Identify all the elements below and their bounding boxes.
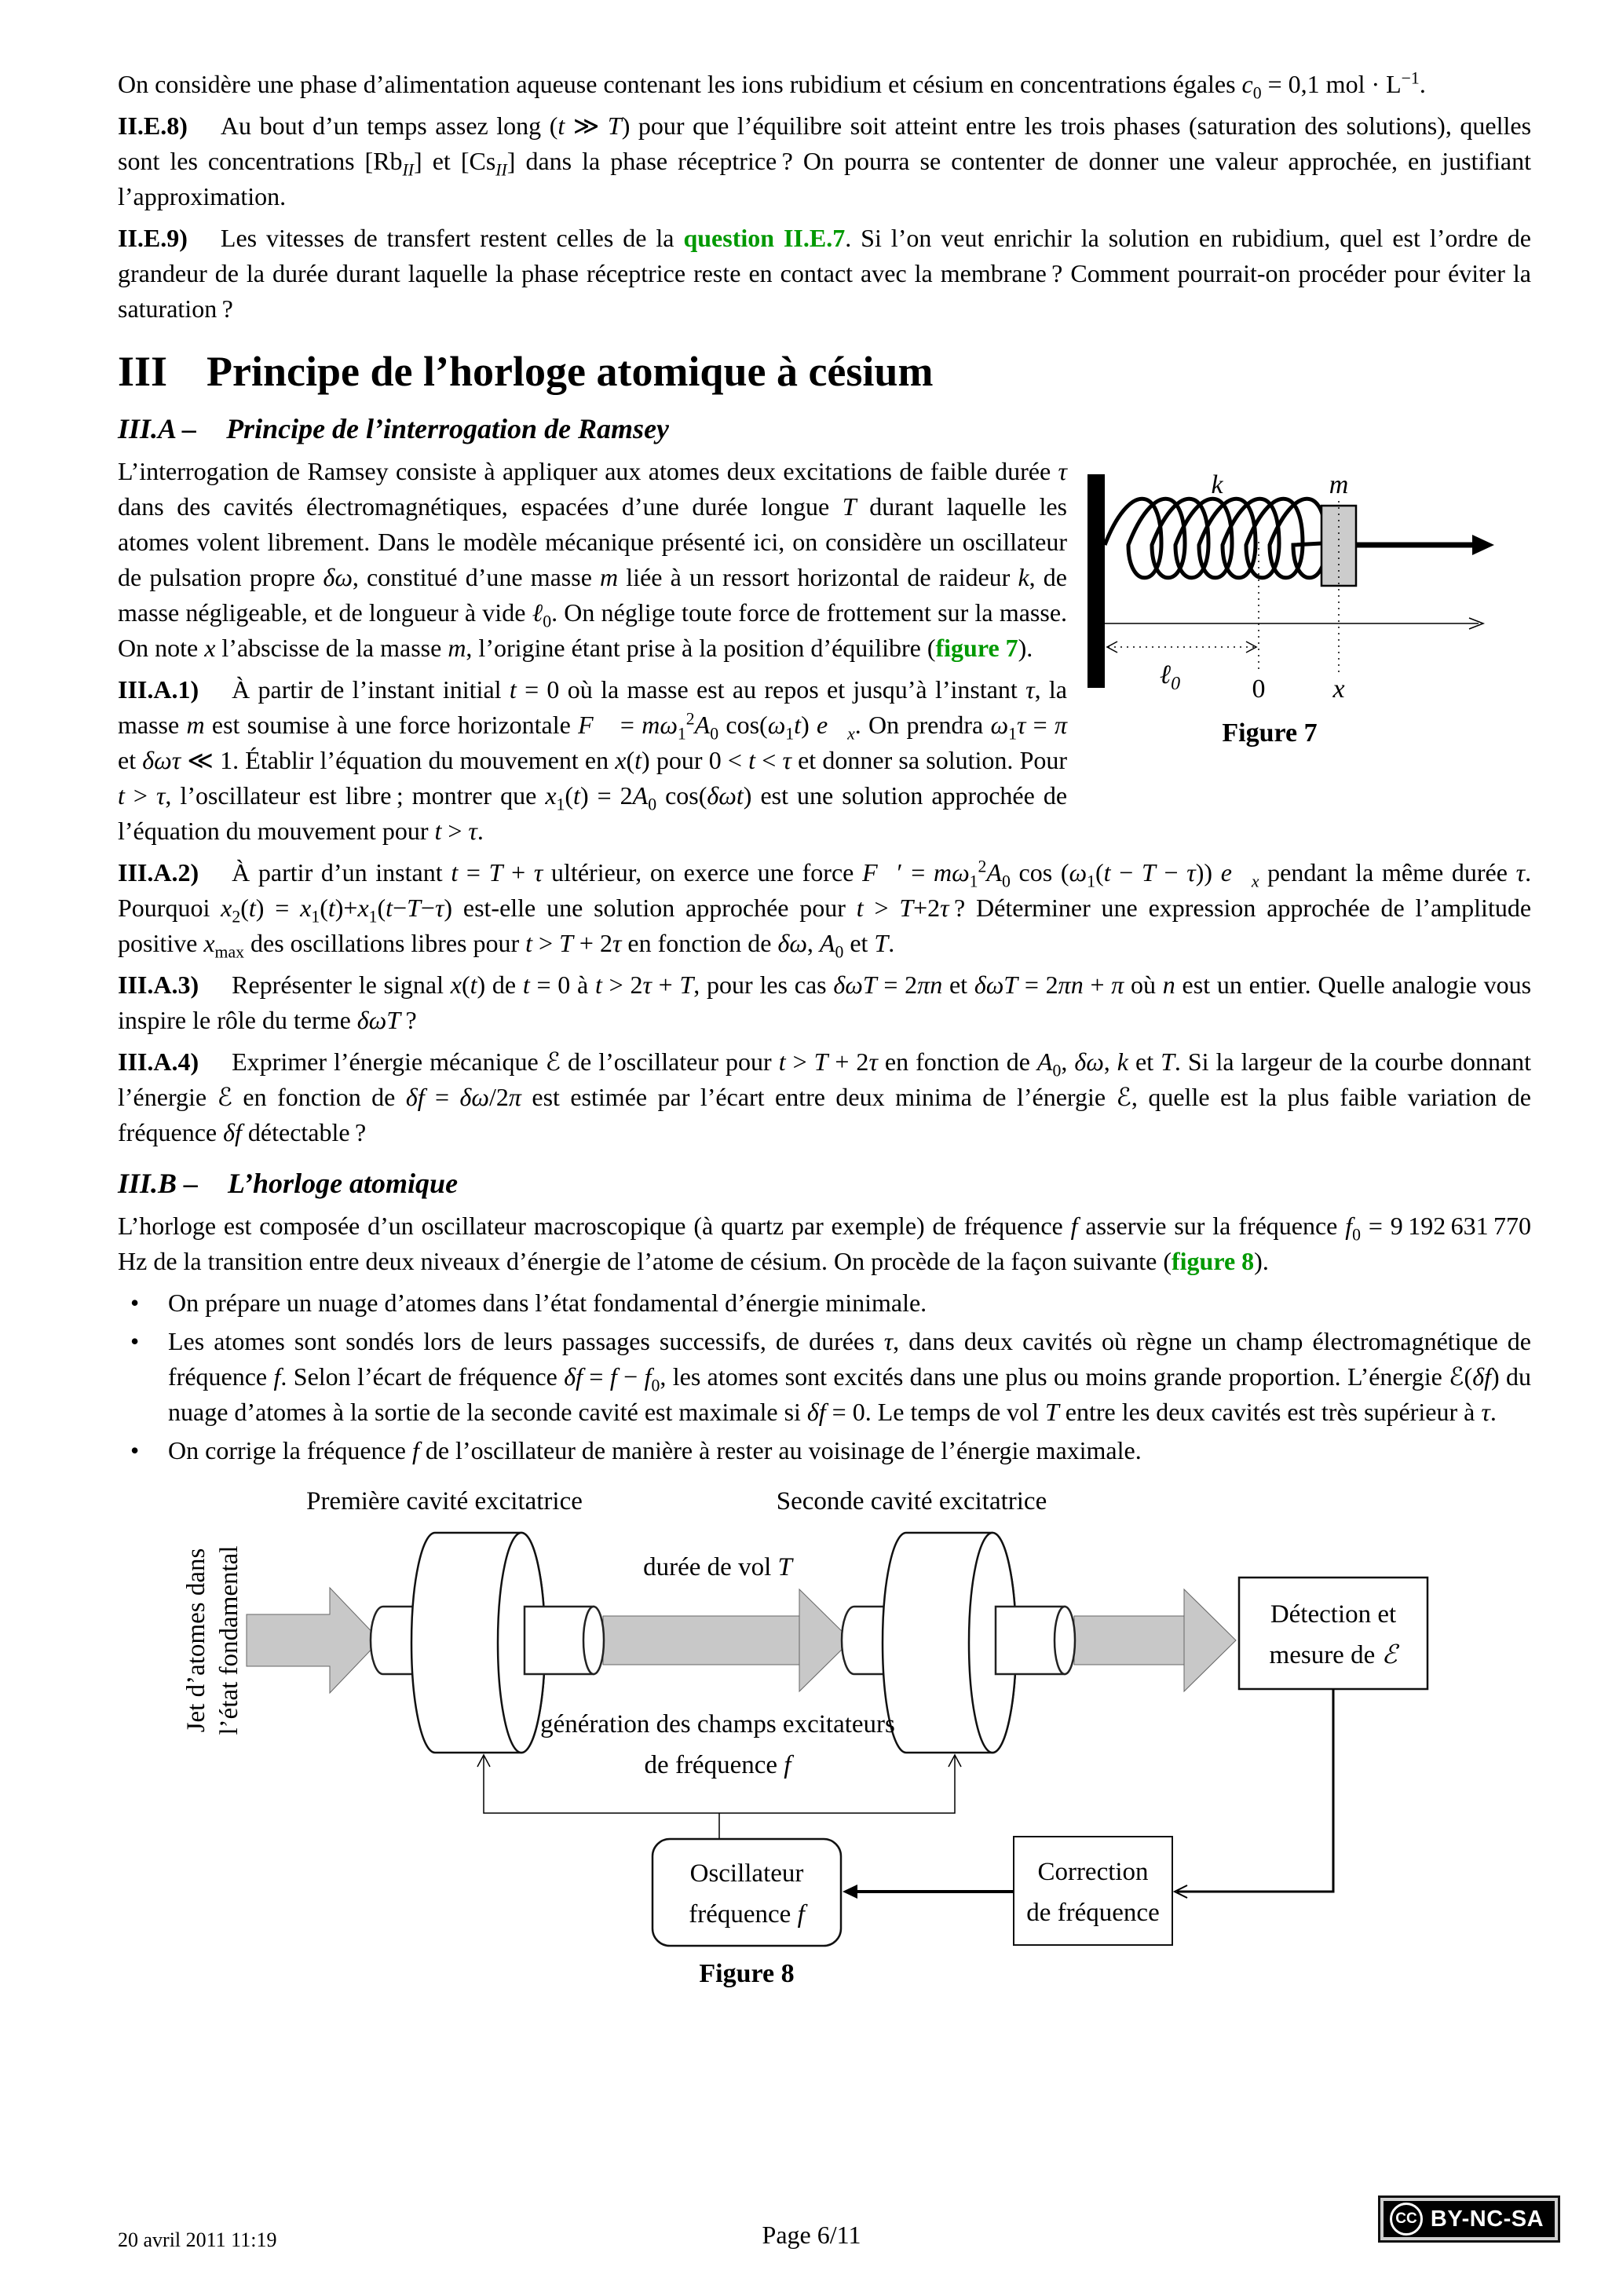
question-label-II-E-9: II.E.9) xyxy=(118,224,188,252)
figure-8-caption: Figure 8 xyxy=(699,1959,795,1988)
figure-7-diagram xyxy=(1087,459,1531,766)
second-cavity-label: Seconde cavité excitatrice xyxy=(776,1487,1047,1515)
section-number: III xyxy=(118,348,168,395)
subsection-heading-III-A xyxy=(118,411,1531,446)
subsection-label-III-B: III.B – xyxy=(118,1168,199,1199)
correction-line1: Correction xyxy=(1037,1858,1149,1886)
document-content xyxy=(118,67,1531,2001)
subsection-title-III-B: L’horloge atomique xyxy=(228,1168,459,1199)
ramsey-section xyxy=(118,454,1531,849)
subsection-label-III-A: III.A – xyxy=(118,413,197,444)
question-text-II-E-8: Au bout d’un temps assez long (t ≫ T) pour que l’équilibre soit atteint entre les trois phases (saturation des solutions), quelles sont les concentrations $[Rb_{II}]$ et $[Cs_{II}]$ dans la phase réceptrice ? On pourra se contenter de donner une valeur approchée, en justifiant l’approximation. xyxy=(118,112,1532,210)
atom-beam-shaft-mid xyxy=(603,1616,801,1665)
bullet-icon: • xyxy=(130,1327,140,1355)
ramsey-paragraph: L’interrogation de Ramsey consiste à appliquer aux atomes deux excitations de faible durée τ dans des cavités électromagnétiques, espacées d’une durée longue T durant laquelle les atomes volent librement. Dans le modèle mécanique présenté ici, on considère un oscillateur de pulsation propre δω, constitué d’une masse m liée à un ressort horizontal de raideur k, de masse négligeable, et de longueur à vide ℓ$_0$. On néglige toute force de frottement sur la masse. On note x l’abscisse de la masse m, l’origine étant prise à la position d’équilibre (figure 7). xyxy=(118,457,1068,662)
atom-beam-arrow-out xyxy=(1184,1589,1236,1691)
question-III-A-4 xyxy=(118,1044,1531,1150)
bullet-icon: • xyxy=(130,1436,140,1464)
list-item-text: On corrige la fréquence f de l’oscillateur de manière à rester au voisinage de l’énergie maximale. xyxy=(168,1436,1142,1464)
question-label-III-A-4: III.A.4) xyxy=(118,1047,199,1076)
force-arrow-head xyxy=(1472,535,1494,555)
svg-text:Jet d’atomes dans: Jet d’atomes dans xyxy=(182,1548,210,1733)
question-label-III-A-1: III.A.1) xyxy=(118,675,199,704)
atom-beam-shaft-out xyxy=(1074,1616,1186,1665)
question-text-III-A-3: Représenter le signal x(t) de t = 0 à t > 2τ + T, pour les cas δωT = 2πn et δωT = 2πn + π où n est un entier. Quelle analogie vous inspire le rôle du terme δωT ? xyxy=(118,971,1532,1034)
first-cavity-label: Première cavité excitatrice xyxy=(306,1487,583,1515)
cavity2-exit-pipe-cap xyxy=(1055,1607,1075,1674)
detection-box xyxy=(1239,1578,1427,1689)
question-text-III-A-1: À partir de l’instant initial t = 0 où la masse est au repos et jusqu’à l’instant τ, la masse m est soumise à une force horizontale F⃗ = $m\omega_1^2A_0$ $\cos(\omega_1t)$ $e⃗_x$. On prendra $\omega_1\tau = \pi$ et δωτ ≪ 1. Établir l’équation du mouvement en x(t) pour 0 < t < τ et donner sa solution. Pour t > τ, l’oscillateur est libre ; montrer que $x_1(t) = 2A_0$ cos(δωt) est une solution approchée de l’équation du mouvement pour t > τ. xyxy=(118,675,1068,845)
question-III-A-3 xyxy=(118,967,1531,1038)
wall-shape xyxy=(1087,474,1105,688)
list-item xyxy=(118,1285,1531,1321)
correction-line2: de fréquence xyxy=(1026,1899,1160,1927)
question-label-III-A-3: III.A.3) xyxy=(118,971,199,999)
list-item-text: Les atomes sont sondés lors de leurs passages successifs, de durées τ, dans deux cavités où règne un champ électromagnétique de fréquence f. Selon l’écart de fréquence $\delta f = f - f_0$, les atomes sont excités dans une plus ou moins grande proportion. L’énergie ℰ(δf) du nuage d’atomes à la sortie de la seconde cavité est maximale si δf = 0. Le temps de vol T entre les deux cavités est très supérieur à τ. xyxy=(168,1327,1532,1426)
subsection-title-III-A: Principe de l’interrogation de Ramsey xyxy=(226,413,670,444)
question-text-II-E-9: Les vitesses de transfert restent celles de la question II.E.7. Si l’on veut enrichir la solution en rubidium, quel est l’ordre de grandeur de la durée durant laquelle la phase réceptrice reste en contact avec la membrane ? Comment pourrait-on procéder pour éviter la saturation ? xyxy=(118,224,1532,323)
atom-beam-arrow-in xyxy=(247,1588,380,1693)
oscillator-line2: fréquence f xyxy=(689,1900,805,1929)
question-III-A-2 xyxy=(118,855,1531,961)
oscillator-line1: Oscillateur xyxy=(689,1859,804,1888)
procedure-list xyxy=(118,1285,1531,1468)
flight-time-label: durée de vol T xyxy=(643,1553,792,1581)
origin-label: 0 xyxy=(1252,675,1266,704)
cc-license-badge[interactable] xyxy=(1378,2195,1560,2243)
figure-8-diagram xyxy=(154,1479,1493,1991)
spring-stiffness-label: k xyxy=(1211,470,1223,499)
oscillator-input-arrow xyxy=(843,1885,857,1899)
cc-logo-icon: CC xyxy=(1390,2203,1423,2236)
cavity1-exit-pipe-cap xyxy=(583,1607,604,1674)
question-text-III-A-2: À partir d’un instant t = T + τ ultérieur, on exerce une force F⃗′ = $m\omega_1^2A_0$ $\cos (\omega_1(t - T - \tau))$ $e⃗_x$ pendant la même durée τ. Pourquoi $x_2(t) = x_1(t)+x_1(t-T-\tau)$ est-elle une solution approchée pour t > T+2τ ? Déterminer une expression approchée de l’amplitude positive $x_{max}$ des oscillations libres pour t > T + 2τ en fonction de δω, $A_0$ et T. xyxy=(118,857,1532,962)
svg-text:l’état fondamental: l’état fondamental xyxy=(215,1545,243,1735)
bullet-icon: • xyxy=(130,1289,140,1317)
section-title: Principe de l’horloge atomique à césium xyxy=(207,348,934,395)
cc-license-label: BY-NC-SA xyxy=(1430,2206,1544,2232)
detection-line2: mesure de ℰ xyxy=(1269,1641,1398,1669)
footer-page-number: Page 6/11 xyxy=(762,2221,861,2249)
link-figure-8[interactable]: figure 8 xyxy=(1171,1247,1255,1275)
figure-7 xyxy=(1087,459,1531,776)
question-II-E-9 xyxy=(118,221,1531,327)
footer-timestamp: 20 avril 2011 11:19 xyxy=(118,2228,277,2251)
figure-7-caption: Figure 7 xyxy=(1222,718,1318,748)
generation-line1: génération des champs excitateurs xyxy=(540,1710,895,1738)
section-heading-III xyxy=(118,347,1531,396)
intro-paragraph: On considère une phase d’alimentation aqueuse contenant les ions rubidium et césium en concentrations égales $c_0 = 0,1$ mol · $L^{-1}$. xyxy=(118,68,1426,103)
detection-to-correction-line xyxy=(1177,1689,1333,1892)
detection-line1: Détection et xyxy=(1270,1600,1397,1629)
subsection-heading-III-B xyxy=(118,1166,1531,1201)
link-figure-7[interactable]: figure 7 xyxy=(935,634,1018,662)
generation-line2: de fréquence f xyxy=(644,1751,791,1779)
atom-jet-label xyxy=(182,1546,243,1735)
question-label-III-A-2: III.A.2) xyxy=(118,858,199,887)
link-question-IIE7[interactable]: question II.E.7 xyxy=(683,224,846,252)
horloge-paragraph: L’horloge est composée d’un oscillateur macroscopique (à quartz par exemple) de fréquence f asservie sur la fréquence $f_0 = 9$ 192 631 770 Hz de la transition entre deux niveaux d’énergie de l’atome de césium. On procède de la façon suivante (figure 8). xyxy=(118,1212,1532,1275)
list-item xyxy=(118,1324,1531,1430)
list-item-text: On prépare un nuage d’atomes dans l’état fondamental d’énergie minimale. xyxy=(168,1289,927,1317)
figure-8 xyxy=(154,1479,1493,2001)
list-item xyxy=(118,1433,1531,1468)
rest-length-label: ℓ$_0$ xyxy=(1159,660,1181,694)
spring-shape xyxy=(1105,499,1326,578)
correction-box xyxy=(1014,1837,1172,1945)
question-II-E-8 xyxy=(118,108,1531,214)
question-label-II-E-8: II.E.8) xyxy=(118,112,188,140)
x-label: x xyxy=(1332,675,1345,704)
oscillator-box xyxy=(652,1839,841,1946)
mass-label: m xyxy=(1329,470,1349,499)
question-text-III-A-4: Exprimer l’énergie mécanique ℰ de l’oscillateur pour t > T + 2τ en fonction de $A_0$, δω, k et T. Si la largeur de la courbe donnant l’énergie ℰ en fonction de δf = δω/2π est estimée par l’écart entre deux minima de l’énergie ℰ, quelle est la plus faible variation de fréquence δf détectable ? xyxy=(118,1047,1532,1146)
